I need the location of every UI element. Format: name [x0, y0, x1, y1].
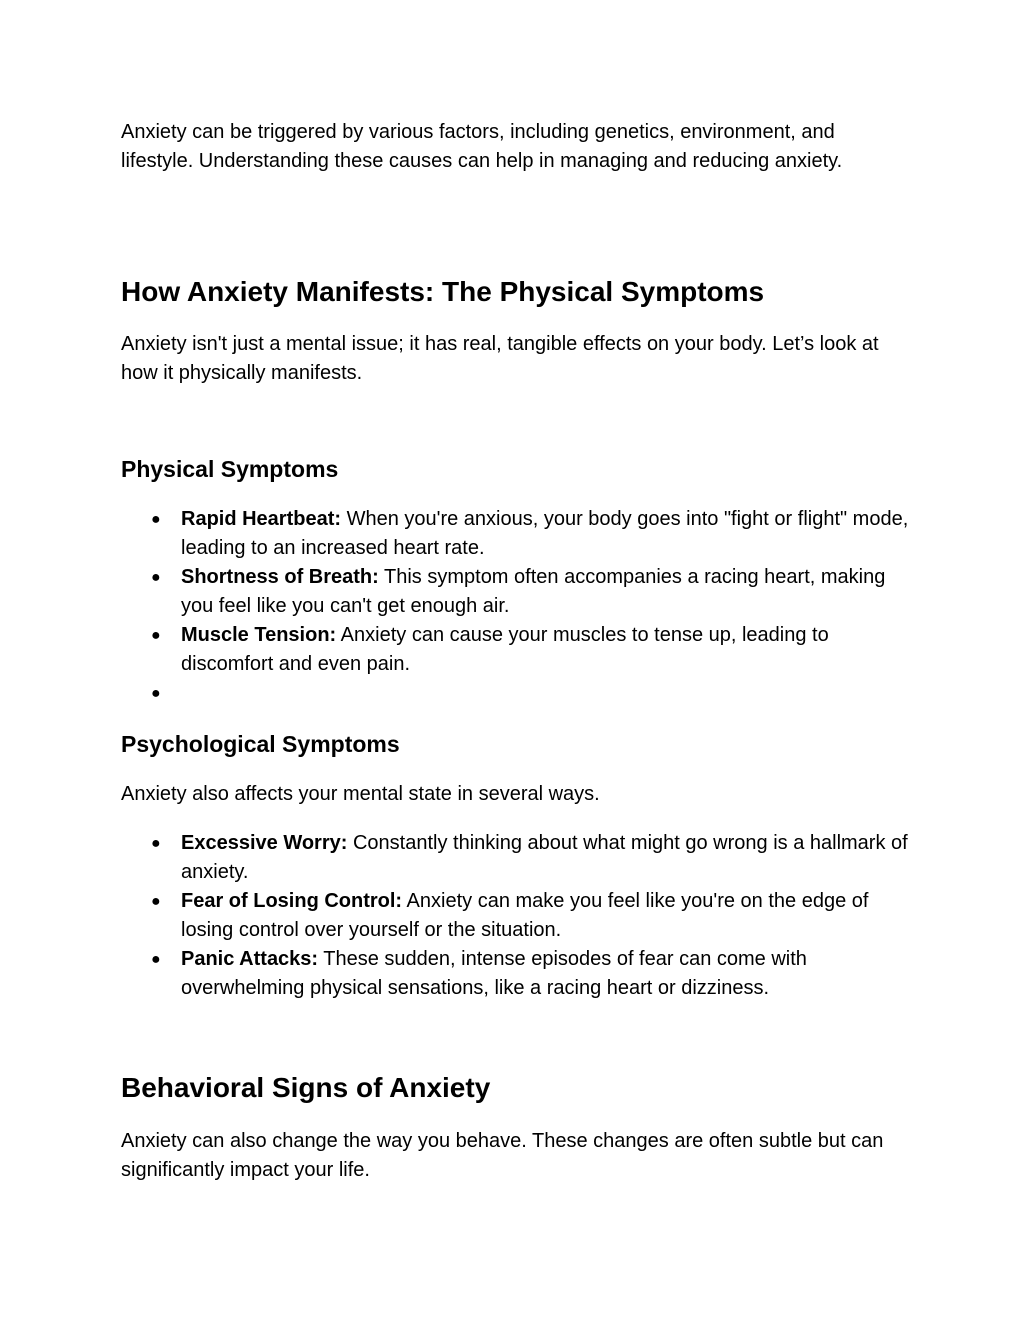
symptom-term: Shortness of Breath: [181, 566, 379, 588]
symptom-term: Panic Attacks: [181, 948, 319, 970]
bullet-icon: ● [151, 569, 161, 586]
symptom-description: Anxiety can make you feel like you're on the edge of losing control over yourself or the situation. [181, 890, 869, 941]
intro-paragraph: Anxiety can be triggered by various factors, including genetics, environment, and lifestyle. Understanding these causes can help in managing and reducing anxiety. [121, 121, 843, 172]
physical-intro-paragraph: Anxiety isn't just a mental issue; it has real, tangible effects on your body. Let’s look at how it physically manifests. [121, 333, 879, 384]
list-item [121, 621, 911, 679]
list-item [121, 887, 911, 945]
bullet-icon: ● [151, 951, 161, 968]
bullet-icon: ● [151, 893, 161, 910]
list-item [121, 563, 911, 621]
behavioral-intro-paragraph: Anxiety can also change the way you behave. These changes are often subtle but can significantly impact your life. [121, 1130, 884, 1181]
symptom-description: This symptom often accompanies a racing heart, making you feel like you can't get enough air. [181, 566, 886, 617]
bullet-icon: ● [151, 627, 161, 644]
symptom-description: Constantly thinking about what might go wrong is a hallmark of anxiety. [181, 832, 908, 883]
physical-symptoms-list [121, 505, 911, 708]
subheading-physical-symptoms: Physical Symptoms [121, 456, 339, 482]
symptom-description: Anxiety can cause your muscles to tense up, leading to discomfort and even pain. [181, 624, 829, 675]
section-heading-behavioral: Behavioral Signs of Anxiety [121, 1072, 491, 1103]
list-item-empty [121, 679, 911, 708]
list-item [121, 829, 911, 887]
list-item [121, 505, 911, 563]
psychological-intro-paragraph: Anxiety also affects your mental state in several ways. [121, 783, 600, 805]
symptom-term: Excessive Worry: [181, 832, 348, 854]
symptom-term: Fear of Losing Control: [181, 890, 403, 912]
bullet-icon: ● [151, 835, 161, 852]
bullet-icon: ● [151, 511, 161, 528]
symptom-term: Rapid Heartbeat: [181, 508, 342, 530]
symptom-description: These sudden, intense episodes of fear can come with overwhelming physical sensations, like a racing heart or dizziness. [181, 948, 807, 999]
section-heading-physical: How Anxiety Manifests: The Physical Symptoms [121, 276, 765, 307]
psychological-symptoms-list [121, 829, 911, 1003]
symptom-description: When you're anxious, your body goes into "fight or flight" mode, leading to an increased heart rate. [181, 508, 909, 559]
symptom-term: Muscle Tension: [181, 624, 337, 646]
bullet-icon: ● [151, 685, 161, 702]
subheading-psychological-symptoms: Psychological Symptoms [121, 731, 400, 757]
list-item [121, 945, 911, 1003]
